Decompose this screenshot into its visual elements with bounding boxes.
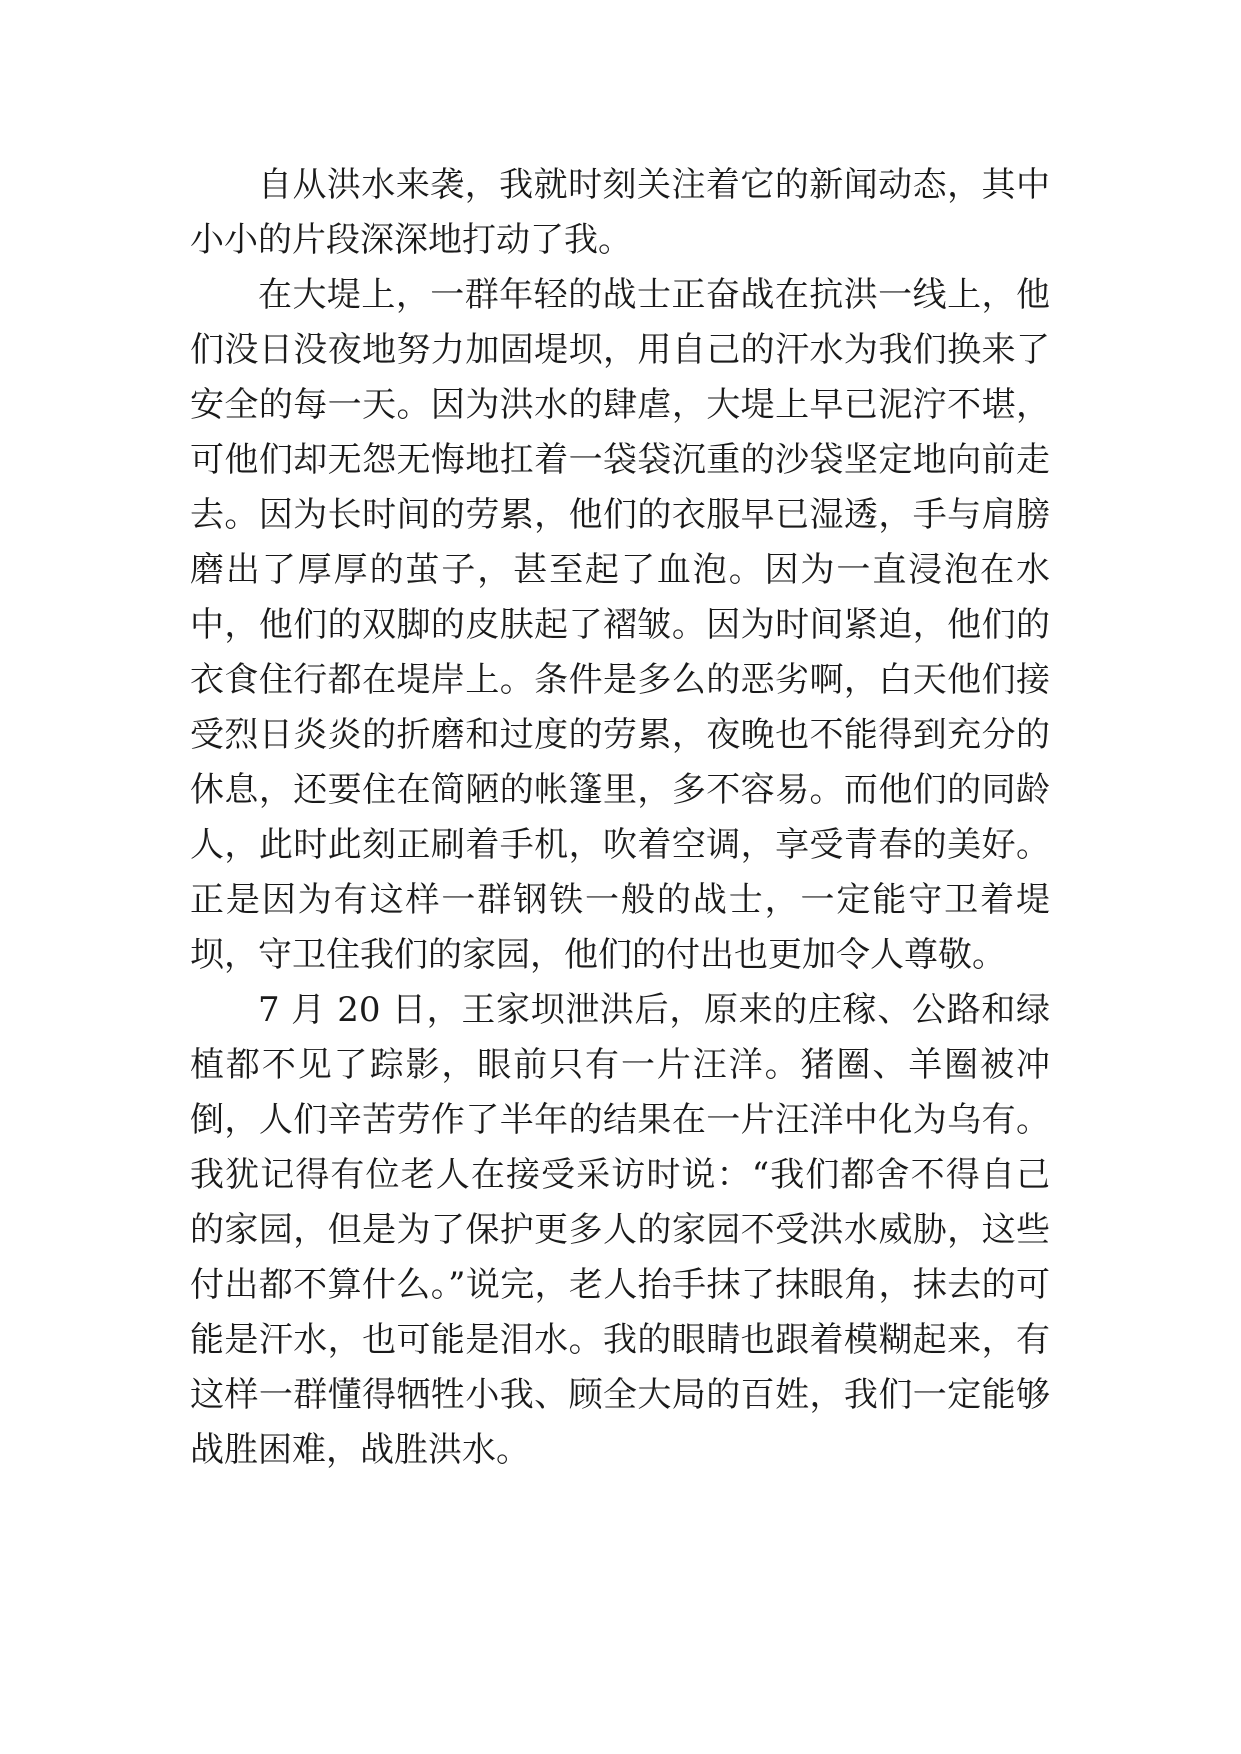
paragraph-3: 7 月 20 日，王家坝泄洪后，原来的庄稼、公路和绿植都不见了踪影，眼前只有一片汪洋。猪圈、羊圈被冲倒，人们辛苦劳作了半年的结果在一片汪洋中化为乌有。我犹记得有位老人在接受采访时说：“我们都舍不得自己的家园，但是为了保护更多人的家园不受洪水威胁，这些付出都不算什么。”说完，老人抬手抹了抹眼角，抹去的可能是汗水，也可能是泪水。我的眼睛也跟着模糊起来，有这样一群懂得牺牲小我、顾全大局的百姓，我们一定能够战胜困难，战胜洪水。 bbox=[190, 990, 1050, 1470]
paragraph-1: 自从洪水来袭，我就时刻关注着它的新闻动态，其中小小的片段深深地打动了我。 bbox=[190, 165, 1050, 260]
document-body bbox=[190, 158, 1050, 1478]
paragraph-2: 在大堤上，一群年轻的战士正奋战在抗洪一线上，他们没日没夜地努力加固堤坝，用自己的汗水为我们换来了安全的每一天。因为洪水的肆虐，大堤上早已泥泞不堪，可他们却无怨无悔地扛着一袋袋沉重的沙袋坚定地向前走去。因为长时间的劳累，他们的衣服早已湿透，手与肩膀磨出了厚厚的茧子，甚至起了血泡。因为一直浸泡在水中，他们的双脚的皮肤起了褶皱。因为时间紧迫，他们的衣食住行都在堤岸上。条件是多么的恶劣啊，白天他们接受烈日炎炎的折磨和过度的劳累，夜晚也不能得到充分的休息，还要住在简陋的帐篷里，多不容易。而他们的同龄人，此时此刻正刷着手机，吹着空调，享受青春的美好。正是因为有这样一群钢铁一般的战士，一定能守卫着堤坝，守卫住我们的家园，他们的付出也更加令人尊敬。 bbox=[190, 275, 1050, 975]
